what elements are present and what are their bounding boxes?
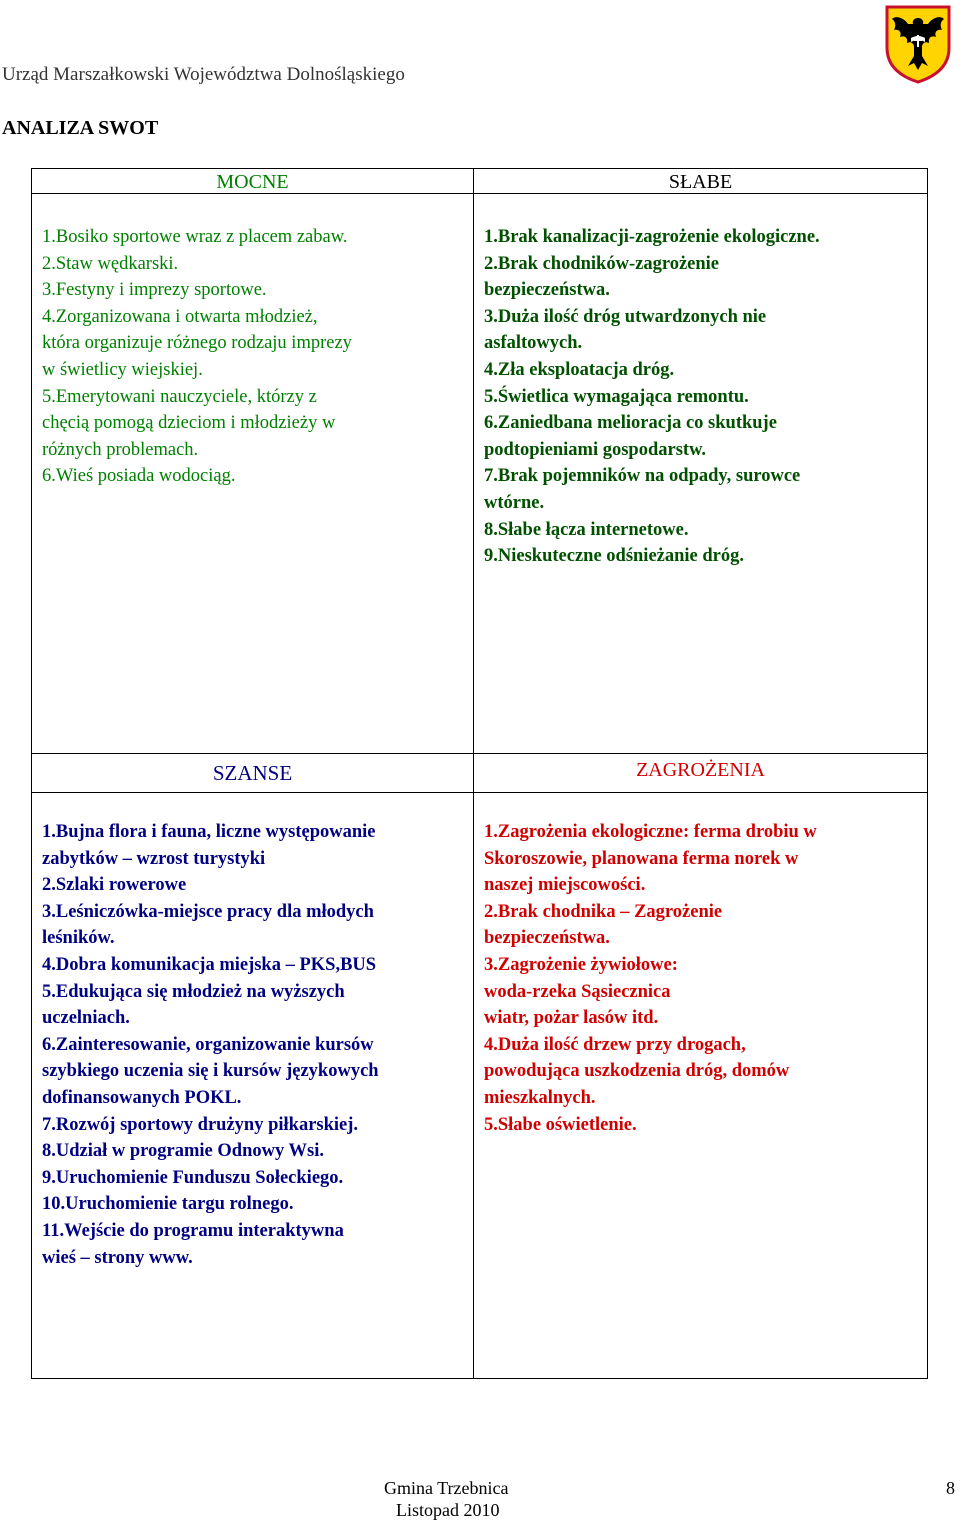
list-item: 8.Słabe łącza internetowe.: [484, 519, 689, 540]
list-item: podtopieniami gospodarstw.: [484, 439, 707, 460]
list-item: 2.Staw wędkarski.: [42, 253, 179, 274]
list-item: 8.Udział w programie Odnowy Wsi.: [42, 1141, 324, 1162]
list-item: 1.Brak kanalizacji-zagrożenie ekologiczne.: [484, 227, 820, 247]
list-item: wiatr, pożar lasów itd.: [484, 1008, 659, 1029]
list-item: powodująca uszkodzenia dróg, domów: [484, 1061, 790, 1082]
threats-list: [484, 819, 913, 1138]
list-item: uczelniach.: [42, 1008, 130, 1029]
list-item: 2.Szlaki rowerowe: [42, 875, 187, 896]
list-item: woda-rzeka Sąsiecznica: [484, 981, 671, 1002]
footer-municipality: Gmina Trzebnica: [384, 1478, 509, 1498]
weaknesses-heading: SŁABE: [668, 171, 733, 193]
threats-cell: [473, 792, 928, 1379]
weaknesses-list: [484, 224, 913, 570]
list-item: chęcią pomogą dzieciom i młodzieży w: [42, 413, 336, 434]
list-item: w świetlicy wiejskiej.: [42, 359, 203, 380]
list-item: 4.Duża ilość drzew przy drogach,: [484, 1034, 746, 1055]
document-title: ANALIZA SWOT: [2, 117, 159, 139]
list-item: szybkiego uczenia się i kursów językowych: [42, 1061, 379, 1082]
list-item: zabytków – wzrost turystyki: [42, 848, 266, 869]
list-item: 1.Bosiko sportowe wraz z placem zabaw.: [42, 227, 348, 247]
strengths-list: [42, 224, 459, 490]
opportunities-cell: [31, 792, 474, 1379]
list-item: różnych problemach.: [42, 439, 199, 460]
list-item: naszej miejscowości.: [484, 875, 646, 896]
footer-date: Listopad 2010: [396, 1500, 500, 1520]
list-item: wieś – strony www.: [42, 1247, 193, 1268]
list-item: 3.Leśniczówka-miejsce pracy dla młodych: [42, 901, 374, 922]
opportunities-list: [42, 819, 459, 1271]
list-item: 4.Dobra komunikacja miejska – PKS,BUS: [42, 954, 377, 975]
list-item: 5.Świetlica wymagająca remontu.: [484, 386, 749, 407]
list-item: 6.Wieś posiada wodociąg.: [42, 466, 236, 487]
list-item: wtórne.: [484, 492, 545, 513]
list-item: 4.Zła eksploatacja dróg.: [484, 359, 675, 380]
list-item: 2.Brak chodnika – Zagrożenie: [484, 901, 723, 922]
strengths-header-cell: [31, 168, 474, 194]
list-item: 2.Brak chodników-zagrożenie: [484, 253, 720, 274]
weaknesses-header-cell: [473, 168, 928, 194]
list-item: 9.Uruchomienie Funduszu Sołeckiego.: [42, 1167, 344, 1188]
list-item: 7.Rozwój sportowy drużyny piłkarskiej.: [42, 1114, 359, 1135]
list-item: 1.Zagrożenia ekologiczne: ferma drobiu w: [484, 822, 817, 842]
opportunities-header-cell: [31, 753, 474, 793]
list-item: 5.Słabe oświetlenie.: [484, 1114, 637, 1135]
list-item: dofinansowanych POKL.: [42, 1087, 242, 1108]
threats-header-cell: [473, 753, 928, 793]
list-item: 10.Uruchomienie targu rolnego.: [42, 1194, 294, 1215]
swot-table: [31, 168, 928, 1379]
weaknesses-cell: [473, 193, 928, 754]
eagle-crest-icon: [884, 4, 952, 84]
list-item: leśników.: [42, 928, 115, 949]
list-item: 6.Zaniedbana melioracja co skutkuje: [484, 413, 777, 434]
list-item: mieszkalnych.: [484, 1087, 596, 1108]
strengths-heading: MOCNE: [216, 171, 289, 193]
list-item: 6.Zainteresowanie, organizowanie kursów: [42, 1034, 374, 1055]
page-number: 8: [946, 1478, 955, 1498]
list-item: Skoroszowie, planowana ferma norek w: [484, 848, 799, 869]
list-item: 11.Wejście do programu interaktywna: [42, 1220, 344, 1241]
list-item: bezpieczeństwa.: [484, 928, 610, 949]
header-organization: Urząd Marszałkowski Województwa Dolnośląskiego: [2, 64, 405, 85]
list-item: 5.Edukująca się młodzież na wyższych: [42, 981, 345, 1002]
list-item: 3.Duża ilość dróg utwardzonych nie: [484, 306, 767, 327]
list-item: asfaltowych.: [484, 333, 583, 354]
list-item: bezpieczeństwa.: [484, 280, 610, 301]
list-item: która organizuje różnego rodzaju imprezy: [42, 333, 352, 354]
list-item: 9.Nieskuteczne odśnieżanie dróg.: [484, 546, 745, 567]
opportunities-heading: SZANSE: [212, 761, 293, 785]
list-item: 4.Zorganizowana i otwarta młodzież,: [42, 306, 318, 327]
list-item: 3.Zagrożenie żywiołowe:: [484, 954, 678, 975]
list-item: 7.Brak pojemników na odpady, surowce: [484, 466, 801, 487]
strengths-cell: [31, 193, 474, 754]
threats-heading: ZAGROŻENIA: [636, 759, 765, 781]
list-item: 5.Emerytowani nauczyciele, którzy z: [42, 386, 317, 407]
list-item: 3.Festyny i imprezy sportowe.: [42, 280, 267, 301]
list-item: 1.Bujna flora i fauna, liczne występowanie: [42, 822, 376, 842]
